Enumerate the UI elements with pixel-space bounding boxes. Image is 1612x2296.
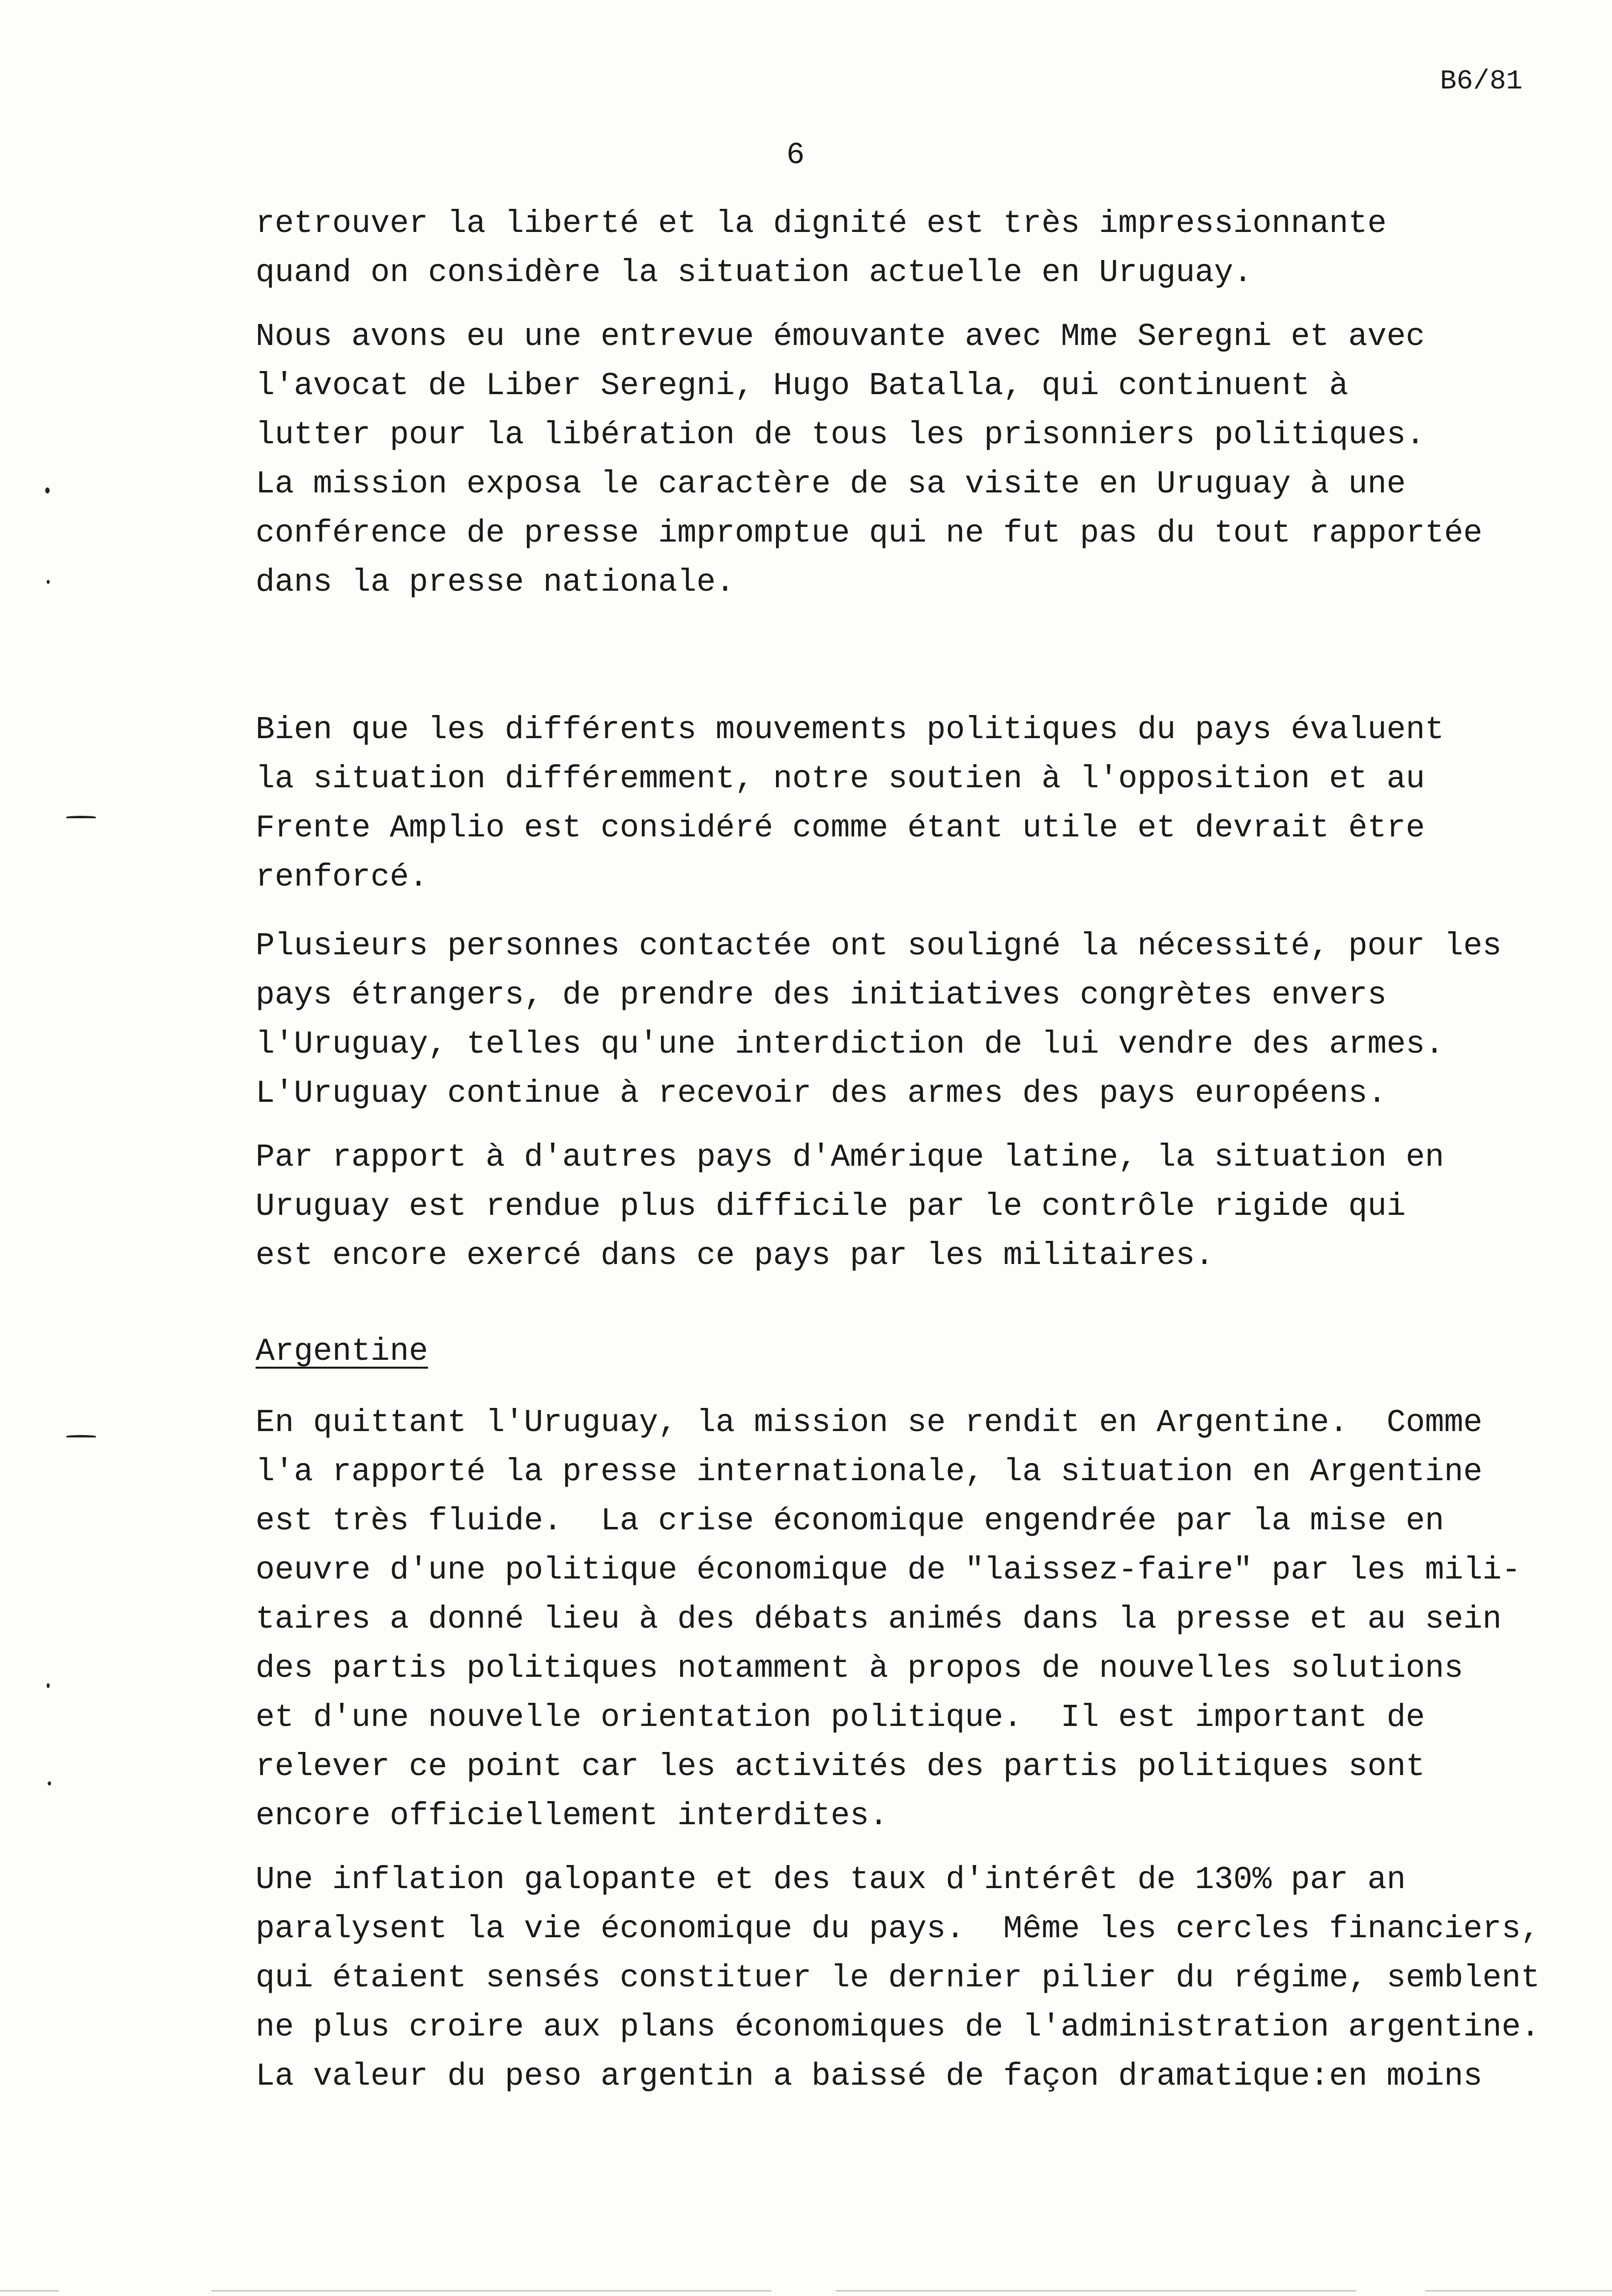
text-line: quand on considère la situation actuelle en Uruguay. (256, 255, 1253, 291)
scan-mark (66, 816, 96, 818)
text-line: Nous avons eu une entrevue émouvante avec Mme Seregni et avec (256, 318, 1425, 355)
text-line: relever ce point car les activités des partis politiques sont (256, 1749, 1425, 1785)
scan-speck (47, 1683, 50, 1688)
text-line: lutter pour la libération de tous les prisonniers politiques. (256, 417, 1425, 453)
scan-speck (48, 1781, 51, 1785)
scan-speck (45, 488, 50, 493)
text-line: ne plus croire aux plans économiques de l'administration argentine. (256, 2009, 1540, 2045)
scan-edge (0, 2290, 59, 2292)
text-line: conférence de presse impromptue qui ne fut pas du tout rapportée (256, 515, 1483, 551)
text-line: oeuvre d'une politique économique de "laissez-faire" par les mili- (256, 1552, 1521, 1588)
text-line: l'a rapporté la presse internationale, la situation en Argentine (256, 1454, 1483, 1490)
section-heading: Argentine (256, 1333, 429, 1370)
text-line: dans la presse nationale. (256, 564, 735, 601)
text-line: pays étrangers, de prendre des initiatives congrètes envers (256, 977, 1387, 1013)
text-line: renforcé. (256, 859, 429, 895)
text-line: L'Uruguay continue à recevoir des armes des pays européens. (256, 1075, 1387, 1112)
text-line: est encore exercé dans ce pays par les militaires. (256, 1237, 1214, 1274)
text-line: la situation différemment, notre soutien à l'opposition et au (256, 761, 1425, 797)
text-line: encore officiellement interdites. (256, 1798, 889, 1834)
text-line: Uruguay est rendue plus difficile par le contrôle rigide qui (256, 1188, 1406, 1225)
paragraph (256, 921, 1583, 1118)
paragraph (256, 1133, 1583, 1280)
text-line: l'avocat de Liber Seregni, Hugo Batalla, qui continuent à (256, 368, 1349, 404)
text-line: l'Uruguay, telles qu'une interdiction de lui vendre des armes. (256, 1026, 1444, 1062)
text-line: Par rapport à d'autres pays d'Amérique latine, la situation en (256, 1139, 1444, 1176)
scan-mark (66, 1435, 96, 1437)
text-line: Plusieurs personnes contactée ont souligné la nécessité, pour les (256, 928, 1502, 964)
text-line: est très fluide. La crise économique engendrée par la mise en (256, 1503, 1444, 1539)
paragraph (256, 199, 1583, 297)
text-line: des partis politiques notamment à propos de nouvelles solutions (256, 1650, 1464, 1687)
text-line: En quittant l'Uruguay, la mission se rendit en Argentine. Comme (256, 1405, 1483, 1441)
text-line: taires a donné lieu à des débats animés dans la presse et au sein (256, 1601, 1502, 1637)
paragraph (256, 705, 1583, 902)
text-line: et d'une nouvelle orientation politique. Il est important de (256, 1699, 1425, 1736)
text-line: Frente Amplio est considéré comme étant utile et devrait être (256, 810, 1425, 846)
text-line: Une inflation galopante et des taux d'intérêt de 130% par an (256, 1862, 1406, 1898)
paragraph (256, 1398, 1583, 1840)
text-line: retrouver la liberté et la dignité est très impressionnante (256, 205, 1387, 242)
text-line: La mission exposa le caractère de sa visite en Uruguay à une (256, 466, 1406, 502)
scan-edge (1425, 2290, 1612, 2292)
text-line: La valeur du peso argentin a baissé de façon dramatique:en moins (256, 2058, 1483, 2095)
paragraph (256, 312, 1583, 607)
scan-speck (47, 580, 50, 584)
scan-edge (835, 2290, 1356, 2292)
page-number: 6 (786, 138, 805, 172)
document-reference: B6/81 (1440, 65, 1523, 97)
text-line: Bien que les différents mouvements politiques du pays évaluent (256, 712, 1444, 748)
paragraph (256, 1855, 1583, 2101)
text-line: qui étaient sensés constituer le dernier pilier du régime, semblent (256, 1960, 1540, 1996)
scan-edge (211, 2290, 772, 2292)
text-line: paralysent la vie économique du pays. Même les cercles financiers, (256, 1911, 1540, 1947)
